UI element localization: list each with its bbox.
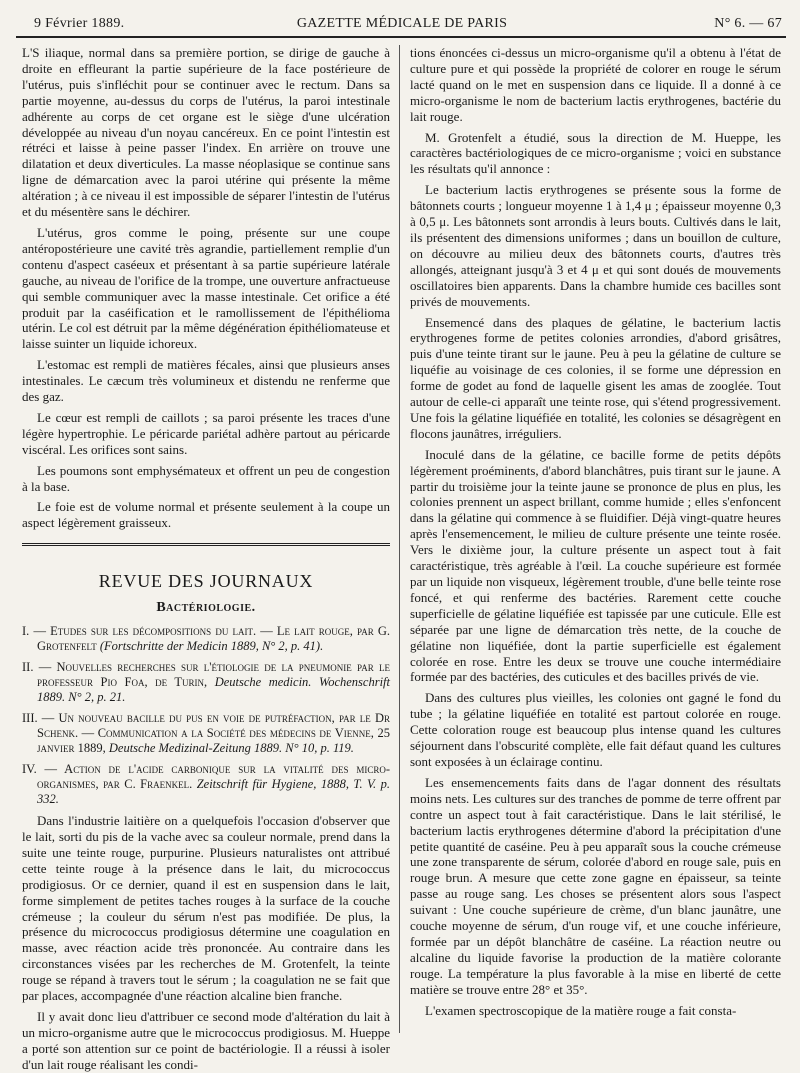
- autopsy-paragraph: L'estomac est rempli de matières fécales, ainsi que plusieurs anses intestinales. Le cæcum très volumineux et distendu ne renferme que des gaz.: [22, 357, 390, 405]
- autopsy-paragraph: L'utérus, gros comme le poing, présente sur une coupe antéropostérieure une cavité très agrandie, partiellement remplie d'un contenu d'aspect caséeux et présentant à sa partie supérieure latérale gauche, au niveau de l'orifice de la trompe, une ouverture anfractueuse qui semble communiquer avec la masse intestinale. Cet orifice a été produit par la caséification et le ramollissement de l'épithélioma utérin. Le col est détruit par la même dégénération épithéliomateuse et laisse suinter un liquide ichoreux.: [22, 224, 390, 352]
- article-paragraph: Dans l'industrie laitière on a quelquefois l'occasion d'observer que le lait, sorti du pis de la vache avec sa couleur normale, prend dans la suite une teinte rouge, purpurine. Plusieurs naturalistes ont attribué cette teinte rouge à la présence dans le lait, du micrococcus prodigiosus. Or ce dernier, quand il est en suspension dans le lait, forme simplement de petites taches rouges à la surface de la couche crémeuse ; la couleur du sérum n'est pas modifiée. De plus, la présence du micrococcus prodigiosus détermine une coagulation en masse, avec réaction acide très prononcée. Au contraire dans les circonstances visées par les recherches de M. Grotenfelt, la teinte rouge se répand à travers tout le sérum ; la coagulation ne se fait que par places, accompagnée d'une réaction alcaline bien franche.: [22, 813, 390, 1004]
- page-header: [18, 10, 786, 34]
- article-paragraph: M. Grotenfelt a étudié, sous la direction de M. Hueppe, les caractères bactériologiques de ce micro-organisme ; voici en substance les résultats qu'il annonce :: [410, 129, 781, 177]
- right-column: [410, 45, 781, 1043]
- reference-item: [22, 762, 390, 807]
- reference-text: — Nouvelles recherches sur l'étiologie de la pneumonie par le professeur Pio Foa, de Turin,: [37, 660, 390, 690]
- article-paragraph: Dans des cultures plus vieilles, les colonies ont gagné le fond du tube ; la gélatine liquéfiée en totalité est partout colorée en rouge. Cette coloration rouge est beaucoup plus intense quand les cultures séjournent dans l'obscurité complète, elle fait défaut quand les cultures sont exposées à un éclairage continu.: [410, 690, 781, 769]
- reference-numeral: III.: [22, 711, 38, 726]
- article-paragraph: Inoculé dans de la gélatine, ce bacille forme de petits dépôts légèrement proéminents, d'abord blanchâtres, puis tirant sur le jaune. A partir du troisième jour la teinte jaune se prononce de plus en plus, les colonies prennent un aspect brillant, comme humide ; elles s'enfoncent dans la gélatine qui commence à se fluidifier. Déjà vingt-quatre heures après l'ensemencement, le milieu de culture présente une teinte rosée. Vers le dixième jour, la culture présente un aspect tout à fait caractéristique, très agréable à l'œil. La couche supérieure est formée par un liquide non visqueux, légèrement trouble, d'une belle teinte rose foncé, et qui renferme des bactéries. Rarement cette couche superficielle de gélatine liquéfiée est tapissée par une cuticule. Elle est séparée par une ligne de démarcation très nette, de la couche de gélatine non liquéfiée, dont la partie superficielle est également colorée en rose. Entre les deux se trouve une couche intermédiaire formée par des bactéries, des cuticules et des bacilles privés de vie.: [410, 446, 781, 685]
- column-divider: [399, 45, 400, 1033]
- reference-text: — Action de l'acide carbonique sur la vitalité des micro-organismes, par C. Fraenkel.: [37, 762, 390, 792]
- autopsy-paragraph: L'S iliaque, normal dans sa première portion, se dirige de gauche à droite en effleurant la partie supérieure de la face postérieure de l'utérus, puis s'infléchit pour se continuer avec le rectum. Dans sa partie moyenne, au-dessus du corps de l'utérus, la paroi intestinale adhérente au corps de cet organe est le siège d'une ulcération développée au niveau d'un noyau cancéreux. En ce point l'intestin est rétréci et laisse à peine passer l'index. En arrière on trouve une dilatation et deux diverticules. La masse néoplasique se continue sans ligne de démarcation avec la paroi utérine qui présente la même altération ; à ce niveau il est impossible de séparer l'intestin de l'utérus et du mésentère sans le déchirer.: [22, 45, 390, 220]
- reference-numeral: IV.: [22, 762, 37, 777]
- autopsy-paragraph: Le foie est de volume normal et présente seulement à la coupe un aspect légèrement graisseux.: [22, 499, 390, 531]
- reference-numeral: II.: [22, 660, 34, 675]
- reference-item: [22, 660, 390, 705]
- section-title: REVUE DES JOURNAUX: [98, 571, 314, 592]
- reference-source: Deutsche medicin. Wochenschrift 1889. N° 2, p. 21.: [37, 675, 391, 705]
- article-paragraph: L'examen spectroscopique de la matière rouge a fait consta-: [425, 1002, 737, 1018]
- article-paragraph: Le bacterium lactis erythrogenes se présente sous la forme de bâtonnets courts ; longueur moyenne 1 à 1,4 μ ; épaisseur moyenne 0,3 à 0,5 μ. Les bâtonnets sont arrondis à leurs bouts. Cultivés dans le lait, ils présentent des dimensions uniformes ; dans un bouillon de culture, on découvre au milieu deux des bâtonnets courts, d'autres très allongés, atteignant jusqu'à 3 et 4 μ et qui sont doués de mouvements oscillatoires bien apparents. Dans la chambre humide ces bacilles sont privés de mouvements.: [410, 182, 781, 309]
- left-column: [22, 45, 391, 1072]
- reference-text: — Un nouveau bacille du pus en voie de putréfaction, par le Dr Schenk. — Communication a la Société des médecins de Vienne, 25 janvier 1889,: [37, 711, 390, 756]
- reference-text: — Etudes sur les décompositions du lait. — Le lait rouge, par G. Grotenfelt: [33, 624, 391, 654]
- article-paragraph: Il y avait donc lieu d'attribuer ce second mode d'altération du lait à un micro-organisme autre que le micrococcus prodigiosus. M. Hueppe a porté son attention sur ce point de bactériologie. Il a réussi à isoler d'un lait rouge réalisant les condi-: [22, 1008, 390, 1072]
- article-paragraph: Ensemencé dans des plaques de gélatine, le bacterium lactis erythrogenes forme de petites colonies arrondies, d'abord grisâtres, puis d'une teinte tirant sur le jaune. Peu à peu la gélatine de culture se liquéfie au voisinage de ces colonies, il se forme une dépression en forme de godet au fond de laquelle gisent les amas de zooglée. Tout autour de celle-ci apparaît une teinte rose, qui s'étend progressivement. Une fois la gélatine liquéfiée en totalité, les colonies se désagrègent en flocons jaunâtres, irréguliers.: [410, 314, 781, 441]
- header-journal-title: GAZETTE MÉDICALE DE PARIS: [296, 16, 508, 31]
- header-page-number: N° 6. — 67: [714, 16, 782, 31]
- header-date: 9 Février 1889.: [34, 16, 125, 31]
- reference-source: Zeitschrift für Hygiene, 1888, T. V. p. 332.: [37, 777, 391, 807]
- reference-item: [22, 711, 390, 756]
- autopsy-paragraph: Les poumons sont emphysémateux et offrent un peu de congestion à la base.: [22, 462, 390, 494]
- article-paragraph: Les ensemencements faits dans de l'agar donnent des résultats moins nets. Les cultures sur des tranches de pomme de terre offrent par contre un aspect tout à fait caractéristique. Dans le lait stérilisé, le bacterium lactis erythrogenes détermine d'abord la précipitation d'une petite quantité de caséine. Peu à peu apparaît sous la couche crémeuse une zone transparente de sérum, colorée d'abord en rouge sale, puis en rouge brun. A mesure que cette zone gagne en épaisseur, sa teinte passe au rouge sang. Les choses se présentent alors sous l'aspect suivant : Une couche supérieure de crème, d'un blanc jaunâtre, une couche moyenne de sérum, d'un rouge vif, et une couche inférieure, formée par un dépôt blanchâtre de caséine. La réaction neutre ou alcaline du liquide favorise la production de la matière colorante rouge. La température la plus favorable à la mise en liberté de cette matière se trouve entre 28° et 35°.: [410, 774, 781, 997]
- subsection-title: Bactériologie.: [156, 600, 256, 616]
- reference-item: [22, 624, 390, 654]
- autopsy-paragraph: Le cœur est rempli de caillots ; sa paroi présente les traces d'une légère hypertrophie. Le péricarde pariétal adhère partout au péricarde viscéral. Les orifices sont sains.: [22, 409, 390, 457]
- article-paragraph: tions énoncées ci-dessus un micro-organisme qu'il a obtenu à l'état de culture pure et qui possède la propriété de colorer en rouge le sérum lacté quand on le met en suspension dans ce liquide. Il a donné à ce micro-organisme le nom de bacterium lactis erythrogenes, bactérie du lait rouge.: [410, 45, 781, 124]
- header-rule: [16, 36, 786, 38]
- reference-numeral: I.: [22, 624, 30, 639]
- reference-source: Deutsche Medizinal-Zeitung 1889. N° 10, p. 119.: [108, 741, 354, 756]
- section-divider: [22, 543, 390, 546]
- reference-source: (Fortschritte der Medicin 1889, N° 2, p. 41).: [99, 639, 324, 654]
